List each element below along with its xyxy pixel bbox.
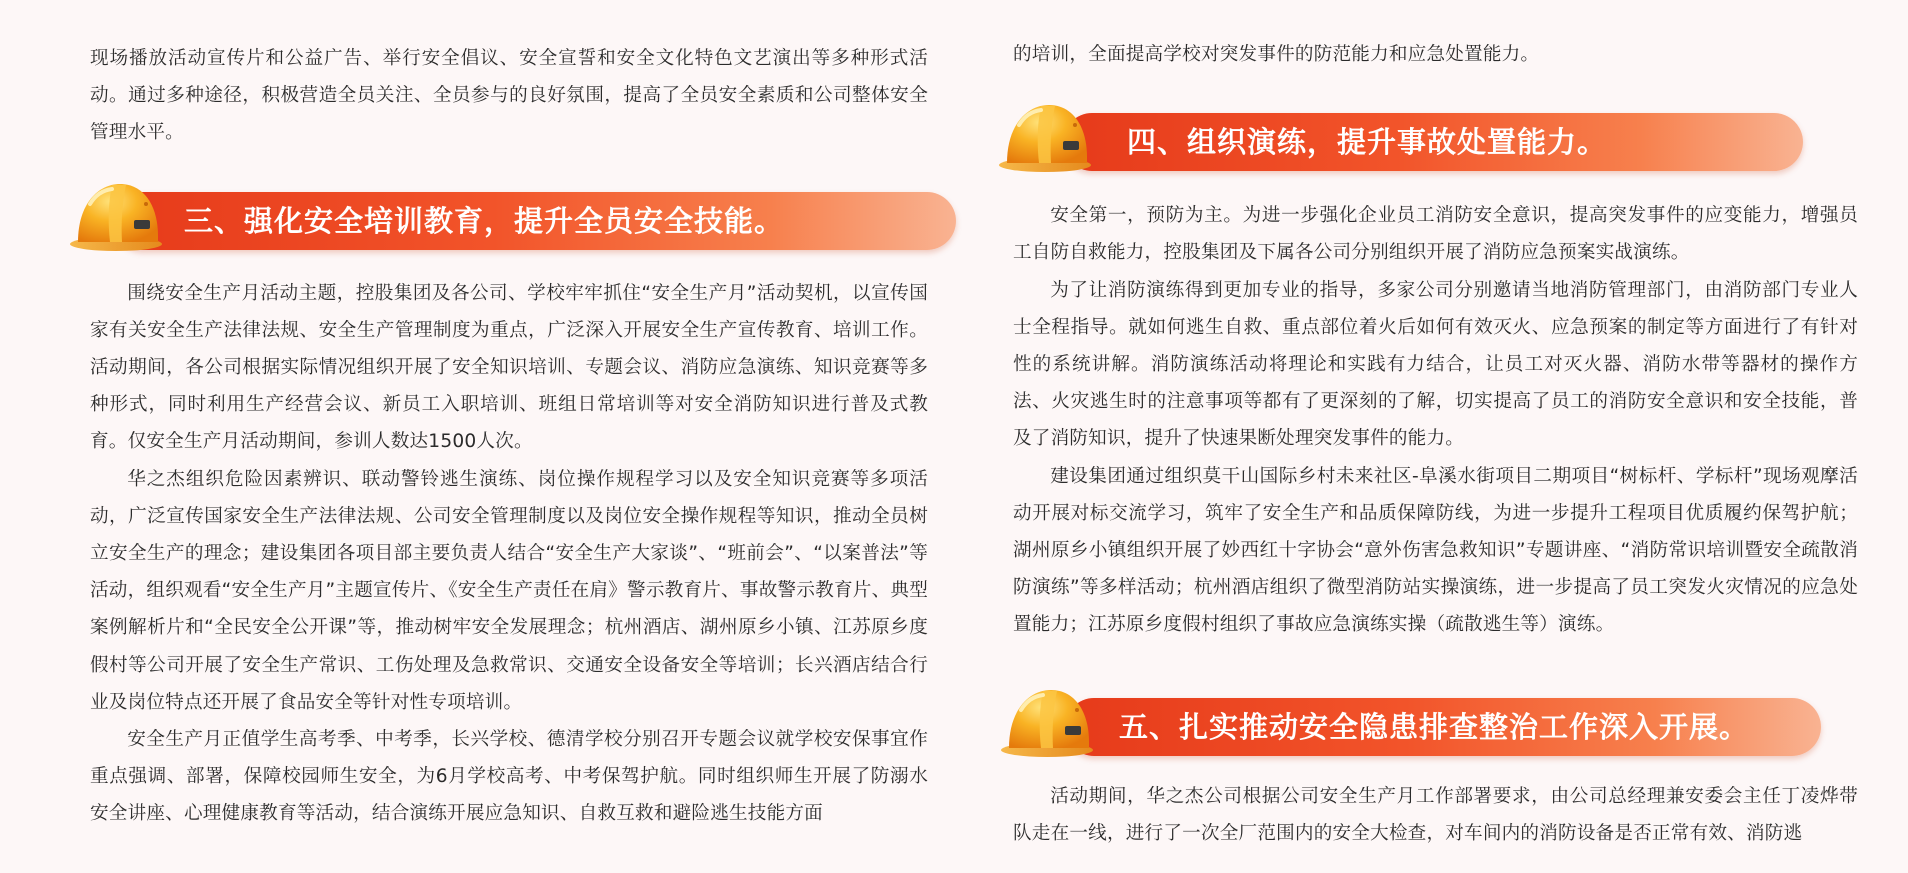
left-column xyxy=(90,0,928,833)
safety-helmet-icon xyxy=(995,680,1095,760)
section-4-paragraph-2: 为了让消防演练得到更加专业的指导，多家公司分别邀请当地消防管理部门，由消防部门专业人士全程指导。就如何逃生自救、重点部位着火后如何有效灭火、应急预案的制定等方面进行了有针对性的系统讲解。消防演练活动将理论和实践有力结合，让员工对灭火器、消防水带等器材的操作方法、火灾逃生时的注意事项等都有了更深刻的了解，切实提高了员工的消防安全意识和安全技能，普及了消防知识，提升了快速果断处理突发事件的能力。 xyxy=(1013,279,1858,450)
safety-helmet-icon xyxy=(64,174,164,254)
section-5-banner xyxy=(995,680,1858,758)
section-4-banner xyxy=(993,95,1858,173)
right-column xyxy=(1013,0,1858,852)
section-3-title: 三、强化安全培训教育，提升全员安全技能。 xyxy=(184,203,785,238)
section-4-paragraph-1: 安全第一，预防为主。为进一步强化企业员工消防安全意识，提高突发事件的应变能力，增强员工自防自救能力，控股集团及下属各公司分别组织开展了消防应急预案实战演练。 xyxy=(1013,205,1858,264)
intro-paragraph: 现场播放活动宣传片和公益广告、举行安全倡议、安全宣誓和安全文化特色文艺演出等多种形式活动。通过多种途径，积极营造全员关注、全员参与的良好氛围，提高了全员安全素质和公司整体安全管理水平。 xyxy=(90,48,928,144)
section-3-banner xyxy=(70,174,928,252)
section-3-paragraph-3: 安全生产月正值学生高考季、中考季，长兴学校、德清学校分别召开专题会议就学校安保事宜作重点强调、部署，保障校园师生安全，为6月学校高考、中考保驾护航。同时组织师生开展了防溺水安全讲座、心理健康教育等活动，结合演练开展应急知识、自救互救和避险逃生技能方面 xyxy=(90,729,928,825)
section-5-title: 五、扎实推动安全隐患排查整治工作深入开展。 xyxy=(1119,709,1750,744)
section-4-title: 四、组织演练，提升事故处置能力。 xyxy=(1127,125,1608,160)
section-3-paragraph-1: 围绕安全生产月活动主题，控股集团及各公司、学校牢牢抓住“安全生产月”活动契机，以宣传国家有关安全生产法律法规、安全生产管理制度为重点，广泛深入开展安全生产宣传教育、培训工作。活动期间，各公司根据实际情况组织开展了安全知识培训、专题会议、消防应急演练、知识竞赛等多种形式，同时利用生产经营会议、新员工入职培训、班组日常培训等对安全消防知识进行普及式教育。仅安全生产月活动期间，参训人数达1500人次。 xyxy=(90,282,928,453)
section-3-continuation: 的培训，全面提高学校对突发事件的防范能力和应急处置能力。 xyxy=(1013,44,1540,65)
section-5-paragraph-1: 活动期间，华之杰公司根据公司安全生产月工作部署要求，由公司总经理兼安委会主任丁凌烨带队走在一线，进行了一次全厂范围内的安全大检查，对车间内的消防设备是否正常有效、消防逃 xyxy=(1013,785,1858,844)
safety-helmet-icon xyxy=(993,95,1093,175)
section-4-paragraph-3: 建设集团通过组织莫干山国际乡村未来社区-阜溪水街项目二期项目“树标杆、学标杆”现场观摩活动开展对标交流学习，筑牢了安全生产和品质保障防线，为进一步提升工程项目优质履约保驾护航；湖州原乡小镇组织开展了妙西红十字协会“意外伤害急救知识”专题讲座、“消防常识培训暨安全疏散消防演练”等多样活动；杭州酒店组织了微型消防站实操演练，进一步提高了员工突发火灾情况的应急处置能力；江苏原乡度假村组织了事故应急演练实操（疏散逃生等）演练。 xyxy=(1013,465,1858,636)
section-3-paragraph-2: 华之杰组织危险因素辨识、联动警铃逃生演练、岗位操作规程学习以及安全知识竞赛等多项活动，广泛宣传国家安全生产法律法规、公司安全管理制度以及岗位安全操作规程等知识，推动全员树立安全生产的理念；建设集团各项目部主要负责人结合“安全生产大家谈”、“班前会”、“以案普法”等活动，组织观看“安全生产月”主题宣传片、《安全生产责任在肩》警示教育片、事故警示教育片、典型案例解析片和“全民安全公开课”等，推动树牢安全发展理念；杭州酒店、湖州原乡小镇、江苏原乡度假村等公司开展了安全生产常识、工伤处理及急救常识、交通安全设备安全等培训；长兴酒店结合行业及岗位特点还开展了食品安全等针对性专项培训。 xyxy=(90,468,928,713)
